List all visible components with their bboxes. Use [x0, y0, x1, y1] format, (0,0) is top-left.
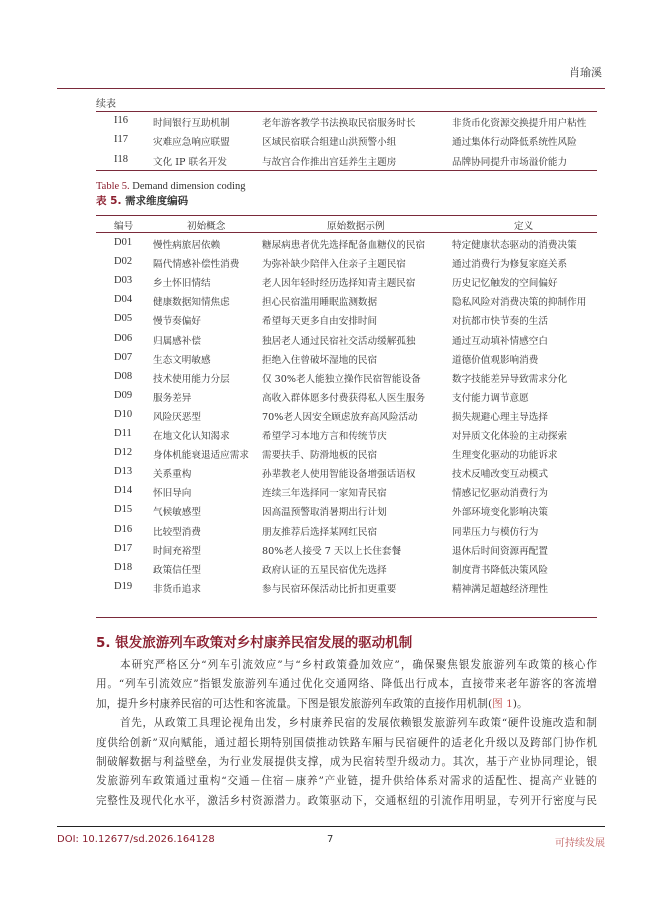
line-text: 加，提升乡村康养民宿的可达性和客流量。下图是银发旅游列车政策的直接作用机制( — [96, 697, 493, 710]
row-code: D09 — [114, 389, 133, 401]
row-code: D18 — [114, 561, 133, 573]
row-definition: 外部环境变化影响决策 — [452, 507, 548, 519]
table5-bottom-rule — [96, 617, 597, 618]
row-code: D14 — [114, 485, 133, 497]
row-definition: 精神满足超越经济理性 — [452, 583, 548, 595]
row-concept: 在地文化认知渴求 — [153, 431, 230, 442]
header-rule — [57, 88, 605, 89]
row-concept: 时间充裕型 — [153, 545, 201, 557]
row-example: 仅 30%老人能独立操作民宿智能设备 — [262, 373, 421, 385]
row-example: 70%老人因安全顾虑放弃高风险活动 — [262, 411, 418, 423]
row-definition: 数字技能差异导致需求分化 — [452, 373, 568, 385]
row-code: I18 — [114, 153, 128, 165]
table5-caption-en — [96, 181, 245, 192]
row-code: D04 — [114, 294, 133, 306]
row-example: 需要扶手、防滑地板的民宿 — [262, 450, 378, 462]
row-definition: 隐私风险对消费决策的抑制作用 — [452, 297, 587, 309]
caption-text: 需求维度编码 — [121, 195, 189, 207]
paragraph-line: 发旅游列车政策通过重构“交通－住宿－康养”产业链，提升供给体系对需求的适配性、提高产业链的 — [96, 775, 597, 788]
row-code: D06 — [114, 332, 133, 344]
col-header-definition: 定义 — [514, 221, 534, 232]
row-concept: 服务差异 — [153, 392, 192, 404]
col-header-concept: 初始概念 — [187, 221, 226, 232]
table5-top-rule — [96, 215, 597, 216]
row-definition: 通过互动填补情感空白 — [452, 335, 548, 347]
caption-label: 表 5. — [96, 195, 122, 207]
row-example: 希望学习本地方言和传统节庆 — [262, 431, 387, 442]
row-definition: 历史记忆触发的空间偏好 — [452, 278, 558, 290]
table-top-rule — [96, 111, 597, 112]
row-definition: 对抗都市快节奏的生活 — [452, 316, 548, 328]
row-code: D05 — [114, 313, 133, 325]
row-code: I16 — [114, 115, 128, 126]
row-code: D19 — [114, 580, 133, 592]
footer-rule — [57, 826, 605, 827]
row-concept: 归属感补偿 — [153, 335, 201, 347]
row-example: 老人因年轻时经历选择知青主题民宿 — [262, 278, 416, 290]
caption-text: Demand dimension coding — [129, 181, 246, 192]
row-concept: 技术使用能力分层 — [153, 373, 230, 385]
row-concept: 生态文明敏感 — [153, 354, 211, 366]
row-example: 担心民宿滥用睡眠监测数据 — [262, 297, 378, 309]
row-concept: 比较型消费 — [153, 526, 201, 538]
row-code: D13 — [114, 466, 133, 478]
row-concept: 身体机能衰退适应需求 — [153, 450, 249, 462]
row-code: D10 — [114, 408, 133, 420]
row-example: 孙辈教老人使用智能设备增强话语权 — [262, 469, 416, 481]
row-example: 希望每天更多自由安排时间 — [262, 316, 378, 328]
row-example: 独居老人通过民宿社交活动缓解孤独 — [262, 335, 416, 347]
row-concept: 怀旧导向 — [153, 488, 192, 500]
row-definition: 通过集体行动降低系统性风险 — [452, 137, 577, 149]
row-example: 老年游客教学书法换取民宿服务时长 — [262, 118, 416, 129]
row-code: D01 — [114, 237, 133, 248]
row-concept: 隔代情感补偿性消费 — [153, 259, 240, 271]
row-concept: 非货币追求 — [153, 583, 201, 595]
footer-doi[interactable]: DOI: 10.12677/sd.2026.164128 — [57, 834, 215, 845]
row-concept: 乡土怀旧情结 — [153, 278, 211, 290]
row-example: 高收入群体愿多付费获得私人医生服务 — [262, 392, 426, 404]
row-definition: 非货币化资源交换提升用户粘性 — [452, 118, 587, 129]
row-code: D07 — [114, 351, 133, 363]
row-example: 区域民宿联合组建山洪预警小组 — [262, 137, 397, 149]
row-concept: 关系重构 — [153, 469, 192, 481]
line-text: )。 — [512, 697, 528, 710]
row-code: D17 — [114, 542, 133, 554]
row-definition: 对异质文化体验的主动探索 — [452, 431, 568, 442]
row-definition: 技术反哺改变互动模式 — [452, 469, 548, 481]
row-concept: 时间银行互助机制 — [153, 118, 230, 129]
row-example: 糖尿病患者优先选择配备血糖仪的民宿 — [262, 240, 426, 251]
row-code: D11 — [114, 428, 132, 439]
paragraph-line: 首先，从政策工具理论视角出发，乡村康养民宿的发展依赖银发旅游列车政策“硬件设施改造和制 — [120, 717, 597, 730]
row-concept: 慢性病旅居依赖 — [153, 240, 221, 251]
paragraph-line: 本研究严格区分“列车引流效应”与“乡村政策叠加效应”，确保聚焦银发旅游列车政策的核心作 — [120, 659, 597, 671]
journal-name: 可持续发展 — [555, 838, 605, 849]
row-example: 参与民宿环保活动比折扣更重要 — [262, 583, 397, 595]
paragraph-line: 用。“列车引流效应”指银发旅游列车通过优化交通网络、降低出行成本，直接带来老年游客的客流增 — [96, 678, 597, 691]
row-example: 为弥补缺少陪伴入住亲子主题民宿 — [262, 259, 406, 271]
paragraph-line: 度供给创新”双向赋能，通过超长期特别国债推动铁路车厢与民宿硬件的适老化升级以及跨部门协作机 — [96, 736, 597, 749]
row-concept: 健康数据知情焦虑 — [153, 297, 230, 309]
row-code: D08 — [114, 370, 133, 382]
paragraph-line: 制破解数据与利益壁垒，为行业发展提供支撑，成为民宿转型升级动力。其次，基于产业协同理论，银 — [96, 756, 597, 768]
row-code: I17 — [114, 134, 128, 146]
row-concept: 政策信任型 — [153, 564, 201, 576]
row-example: 朋友推荐后选择某网红民宿 — [262, 526, 378, 538]
section-heading: 5. 银发旅游列车政策对乡村康养民宿发展的驱动机制 — [96, 635, 413, 651]
figure-link[interactable]: 图 1 — [492, 697, 513, 710]
row-code: D12 — [114, 447, 133, 459]
continued-table-label: 续表 — [96, 99, 116, 110]
row-example: 政府认证的五星民宿优先选择 — [262, 564, 387, 576]
row-example: 拒绝入住曾破坏湿地的民宿 — [262, 354, 378, 366]
row-concept: 风险厌恶型 — [153, 411, 201, 423]
row-code: D15 — [114, 504, 133, 516]
row-example: 80%老人接受 7 天以上长住套餐 — [262, 545, 402, 557]
row-example: 与故宫合作推出宫廷养生主题房 — [262, 156, 397, 168]
row-code: D02 — [114, 256, 133, 268]
row-definition: 制度背书降低决策风险 — [452, 564, 548, 576]
col-header-code: 编号 — [114, 221, 134, 232]
table-bottom-rule — [96, 170, 597, 171]
row-code: D16 — [114, 523, 133, 535]
row-definition: 同辈压力与模仿行为 — [452, 526, 539, 538]
row-definition: 情感记忆驱动消费行为 — [452, 488, 548, 500]
row-definition: 退休后时间资源再配置 — [452, 545, 548, 557]
paragraph-line — [96, 696, 528, 712]
row-example: 因高温预警取消暑期出行计划 — [262, 507, 387, 519]
page-number: 7 — [327, 834, 334, 845]
row-definition: 特定健康状态驱动的消费决策 — [452, 240, 577, 251]
row-code: D03 — [114, 275, 133, 287]
running-header-author: 肖瑜溪 — [569, 66, 602, 79]
row-concept: 灾难应急响应联盟 — [153, 137, 230, 149]
row-concept: 文化 IP 联名开发 — [153, 156, 227, 168]
caption-label: Table 5. — [96, 181, 130, 192]
row-concept: 气候敏感型 — [153, 507, 201, 519]
row-definition: 支付能力调节意愿 — [452, 392, 529, 404]
table5-caption-cn — [96, 193, 188, 208]
table5-header-rule — [96, 232, 597, 233]
row-definition: 道德价值观影响消费 — [452, 354, 539, 366]
row-definition: 通过消费行为修复家庭关系 — [452, 259, 568, 271]
col-header-example: 原始数据示例 — [327, 221, 385, 232]
row-definition: 品牌协同提升市场溢价能力 — [452, 156, 568, 168]
row-concept: 慢节奏偏好 — [153, 316, 201, 328]
row-example: 连续三年选择同一家知青民宿 — [262, 488, 387, 500]
row-definition: 损失规避心理主导选择 — [452, 411, 548, 423]
row-definition: 生理变化驱动的功能诉求 — [452, 450, 558, 462]
paragraph-line: 完整性及现代化水平，激活乡村资源潜力。政策驱动下，交通枢纽的引流作用明显，专列开行密度与民 — [96, 794, 597, 807]
